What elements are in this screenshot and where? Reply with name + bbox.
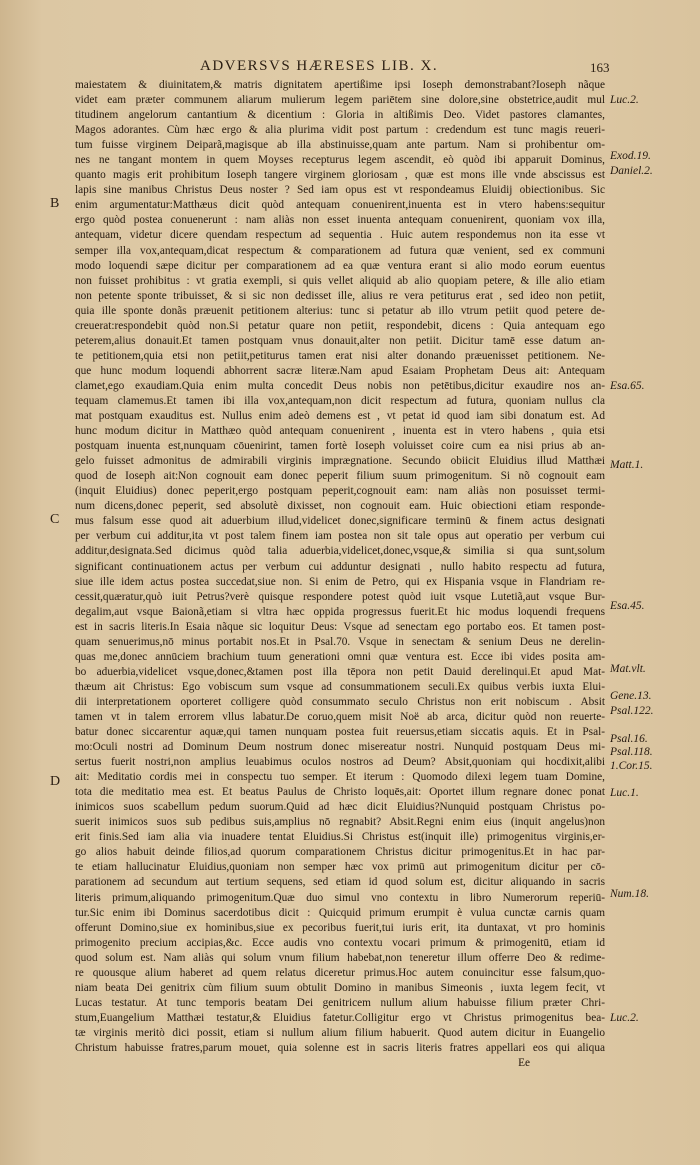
margin-note: Psal.16. [610,733,648,745]
running-title: ADVERSVS HÆRESES LIB. X. [200,58,439,74]
text-line: postquam inuenta est,nunquam cōuenirint, tamen fortè Ioseph voluisset coire cum ea nisi prius ab an- [75,440,605,453]
text-line: degalim,aut vsque Baionã,etiam si vltra hæc oppida progressus fuerit.Et hic modus loquendi frequens [75,605,605,618]
text-line: batur donec siccarentur aquæ,qui tamen nunquam postea fuit reuersus,etiam siccatis aquis. Et in Psal- [75,726,605,739]
margin-note: Esa.65. [610,380,645,392]
margin-note: Exod.19. [610,150,651,162]
text-line: non fuisset prohibitus : vt gratia exempli, si quis vellet aliquid ab alio quopiam petere, & ille alio etiam [75,274,605,287]
text-line: que hunc modum loquendi abhorrent sacræ literæ.Nam apud Esaiam Prophetam Deus ait: Antequam [75,364,605,377]
section-letter: B [50,196,60,211]
text-line: modo loquendi sæpe dicitur per comparationem ad ea quæ ventura erant si alio modo eorum euentus [75,259,605,272]
body-text [75,78,605,1071]
text-line: per verbum cui additur,ita vt post talem finem iam postea non sit tale opus aut operatio per verbum cui [75,530,605,543]
text-line: stum,Euangelium Matthæi testatur,& Eluidius fatetur.Colligitur ergo vt Christus primogenitus bea- [75,1011,605,1024]
text-line: offerunt Domino,siue ex hominibus,siue ex pecoribus fuerit,tui iuris erit, ita duntaxat, vt pro hominis [75,921,605,934]
text-line: quas me,donec annūciem brachium tuum generationi omni quæ ventura est. Ecce ibi vides posita am- [75,650,605,663]
text-line: videt eam præter communem aliarum mulierum legem pariētem sine dolore,sine obstetrice,audit mul [75,94,605,107]
text-line: maiestatem & diuinitatem,& matris dignitatem apertißime ipsi Ioseph demonstrabant?Ioseph nãque [75,79,605,91]
text-line: quanto magis erit prohibitum Ioseph tangere virginem gloriosam , quæ est mons ille vnde abscissus est [75,169,605,182]
margin-note: Esa.45. [610,600,645,612]
catchword: Ee [518,1057,530,1070]
text-line: tur.Sic enim ibi Dominus sacerdotibus dicit : Quicquid primum erumpit è vulua cunctæ carnis quam [75,906,605,919]
text-line: Magos adorantes. Cùm hæc ergo & alia plurima vidit post partum : credendum est tunc magis reueri- [75,124,605,137]
margin-note: Num.18. [610,888,649,900]
page-header [200,58,605,80]
margin-note: Luc.2. [610,1012,639,1024]
text-line: creuerat:respondebit quòd non.Si petatur quare non petiit, respondebit, dicens : Quia antequam ego [75,319,605,332]
text-line: Christum habuisse fratres,parum mouet, quia solenne est in sacris literis fratres appellari eos qui aliqua [75,1042,605,1054]
text-line: erit finis.Sed iam alia via inuadere tentat Eluidius.Si Christus est(inquit ille) primogenitus virginis,er- [75,831,605,844]
text-line: ait: Meditatio cordis mei in conspectu tuo semper. Et iterum : Quomodo dilexi legem tuam Domine, [75,771,605,784]
text-line: clamet,ego exaudiam.Quia enim multa concedit Deus nobis non petētibus,dicitur exaudire nos an- [75,379,605,392]
text-line: parationem ad secundum aut tertium sequens, sed etiam id quod solum est, dicitur aliquando in sacris [75,876,605,889]
text-line: go alios habuit deinde filios,ad quorum comparationem Christus dicitur primogenitus.Et in hac par- [75,846,605,859]
text-line: num dicens,donec peperit, sed absolutè dixisset, non cognouit eam. Huic obiectioni etiam responde- [75,500,605,513]
text-line: gelo fuisset admonitus de admirabili virginis imprægnatione. Secundo obiicit Eluidius illud Matthæi [75,455,605,468]
text-line: quod solum est. Nam aliàs qui solum vnum filium habebat,non teneretur illum offerre Deo & redime- [75,951,605,964]
margin-note: Mat.vlt. [610,663,646,675]
text-line: bo aduerbia,videlicet vsque,donec,&tamen post illa tēpora non petit Dauid derelinqui.Et apud Mat- [75,665,605,678]
text-line: suerit inimicos suos sub pedibus suis,amplius nō regnabit? Absit.Regni enim eius (inquit angelus)non [75,816,605,829]
text-line: additur,designata.Sed dicimus quòd talia aduerbia,videlicet,donec,vsque,& similia si qua sunt,solum [75,545,605,558]
text-line: cessit,quæratur,quò iuit Petrus?verè quisque respondere potest quòd iuit vsque Lutetiã,aut vsque Bur- [75,590,605,603]
margin-note: Daniel.2. [610,165,653,177]
text-line: literis primum,aliquando primogenitum.Quæ duo simul vno contextu in libro Numerorum reperiū- [75,891,605,904]
text-line: inimicos suos scabellum pedum suorum.Quid ad hæc dicit Eluidius?Nunquid postquam Christus po- [75,801,605,814]
margin-note: Luc.1. [610,787,639,799]
text-line: te etiam hallucinatur Eluidius,quoniam non semper hæc vox primū aut primogenitum dicitur per cō- [75,861,605,874]
text-line: dii interpretationem oporteret colligere quòd consummato seculo Christus non erit nobiscum . Absit [75,695,605,708]
text-line: ergo quòd postea conuenerunt : nam aliàs non esset inuenta antequam conuenirent, quoniam vox illa, [75,214,605,227]
text-line: non petente sponte tribuisset, & si sic non dedisset ille, alius re vera petiturus erat , sed ideo non petiit, [75,289,605,302]
text-line: est in sacris literis.In Esaia nãque sic loquitur Deus: Vsque ad senectam ego portabo eos. Et tamen post- [75,620,605,633]
text-line: tota die meditatio mea est. Et beatus Paulus de Christo loquēs,ait: Oportet illum regnare donec ponat [75,786,605,799]
text-line: hunc modum dicitur in Matthæo quòd antequam conuenirent , inuenta est in vtero habens , quia etsi [75,425,605,438]
margin-note: Psal.122. [610,705,654,717]
margin-note: Luc.2. [610,94,639,106]
text-line: Lucas testatur. At tunc temporis beatam Dei genitricem nullum alium habuisse filium præter Chri- [75,996,605,1009]
text-line: antequam, videtur dicere quendam respectum ad sequentia . Huic autem respondemus non ita esse vt [75,229,605,242]
text-line: tamen vt in talem errorem vllus labatur.De coruo,quem misit Noë ab arca, dicitur quòd non reuerte- [75,710,605,723]
text-line: re quousque alium haberet ad quem relatus diceretur primus.Hoc autem conuincitur esse falsum,quo- [75,966,605,979]
text-line: lapis sine manibus Christus Deus noster ? Sed iam opus est vt respondeamus Eluidij obiectionibus. Sic [75,184,605,197]
section-letter: C [50,512,60,527]
text-line: te petitionem,quia etsi non petiit,petiturus tamen erat nisi alter donando præuenisset petitionem. Ne- [75,349,605,362]
text-line: (inquit Eluidius) donec peperit,ergo postquam peperit,cognouit eam: nam aliàs non posuisset termi- [75,485,605,498]
margin-note: 1.Cor.15. [610,760,653,772]
text-line: tequam clamemus.Et tamen ibi illa vox,antequam,non dicit respectum ad futura, quoniam nullus cla [75,394,605,407]
text-line: enim argumentatur:Matthæus dicit quòd antequam conuenirent,inuenta est in vtero habens:sequitur [75,199,605,212]
text-line: nes ne tangant montem in quem Moyses recepturus legem ascendit, eò quòd ibi apparuit Dominus, [75,154,605,167]
text-line: titudinem angelorum cantantium & dicentium : Gloria in altißimis Deo. Videt pastores clamantes, [75,109,605,122]
text-line: mus falsum esse quod ait aduerbium illud,videlicet donec,significare terminū & finem actus designati [75,515,605,528]
text-line: tæ virginis meritò dici possit, etiam si nullum alium filium habuerit. Quod autem dicitur in Euangelio [75,1026,605,1039]
section-letter: D [50,774,61,789]
text-line: quam senuerimus,nō minus portabit nos.Et in Psal.70. Vsque in senectam & senium Deus ne derelin- [75,635,605,648]
text-line: quod de Ioseph ait:Non cognouit eam donec peperit filium suum primogenitum. Si nõ cognouit eam [75,470,605,483]
text-line: tum fuisse virginem Deiparã,magisque ab illa abstinuisse,quam ante partum. Nam si prohibentur om- [75,139,605,152]
text-line: sertus fuerit nostri,non amplius leuabimus oculos nostros ad Deum? Absit,quoniam qui hocdixit,alibi [75,756,605,769]
text-line: thæum ait Christus: Ego vobiscum sum vsque ad consummationem seculi.Ex quibus verbis iuxta Elui- [75,680,605,693]
text-line: niam beata Dei genitrix cùm filium suum obtulit Domino in manibus Simeonis , iuxta legem fecit, vt [75,981,605,994]
text-line: semper illa vox,antequam,dicat respectum & comparationem ad futura quæ venient, sed ex communi [75,244,605,257]
text-line: mat postquam exauditus est. Nullus enim adeò demens est , vt petat id quod iam sibi donatum est. Ad [75,410,605,423]
text-line: primogenito precium accipias,&c. Ecce audis vno contextu vocari primum & primogenitū, etiam id [75,936,605,949]
text-line: peterem,alius donauit.Et tamen postquam vnus donauit,alter non petiit. Dicitur tamē esse datum an- [75,334,605,347]
text-line: mo:Oculi nostri ad Dominum Deum nostrum donec misereatur nostri. Nunquid postquam Deus mi- [75,741,605,754]
text-line: significant continuationem actus per verbum cui adduntur designati , nullo habito respectu ad futura, [75,560,605,573]
margin-note: Matt.1. [610,459,644,471]
text-line: quia ille sponte donãs præuenit petitionem alterius: tunc si petatur ab illo vtrum petiit quod petere de- [75,304,605,317]
margin-note: Gene.13. [610,690,652,702]
text-line: siue ille idem actus postea succedat,siue non. Si enim de Petro, qui ex Hispania vsque in Flandriam re- [75,575,605,588]
page-number: 163 [590,60,610,75]
margin-note: Psal.118. [610,746,653,758]
